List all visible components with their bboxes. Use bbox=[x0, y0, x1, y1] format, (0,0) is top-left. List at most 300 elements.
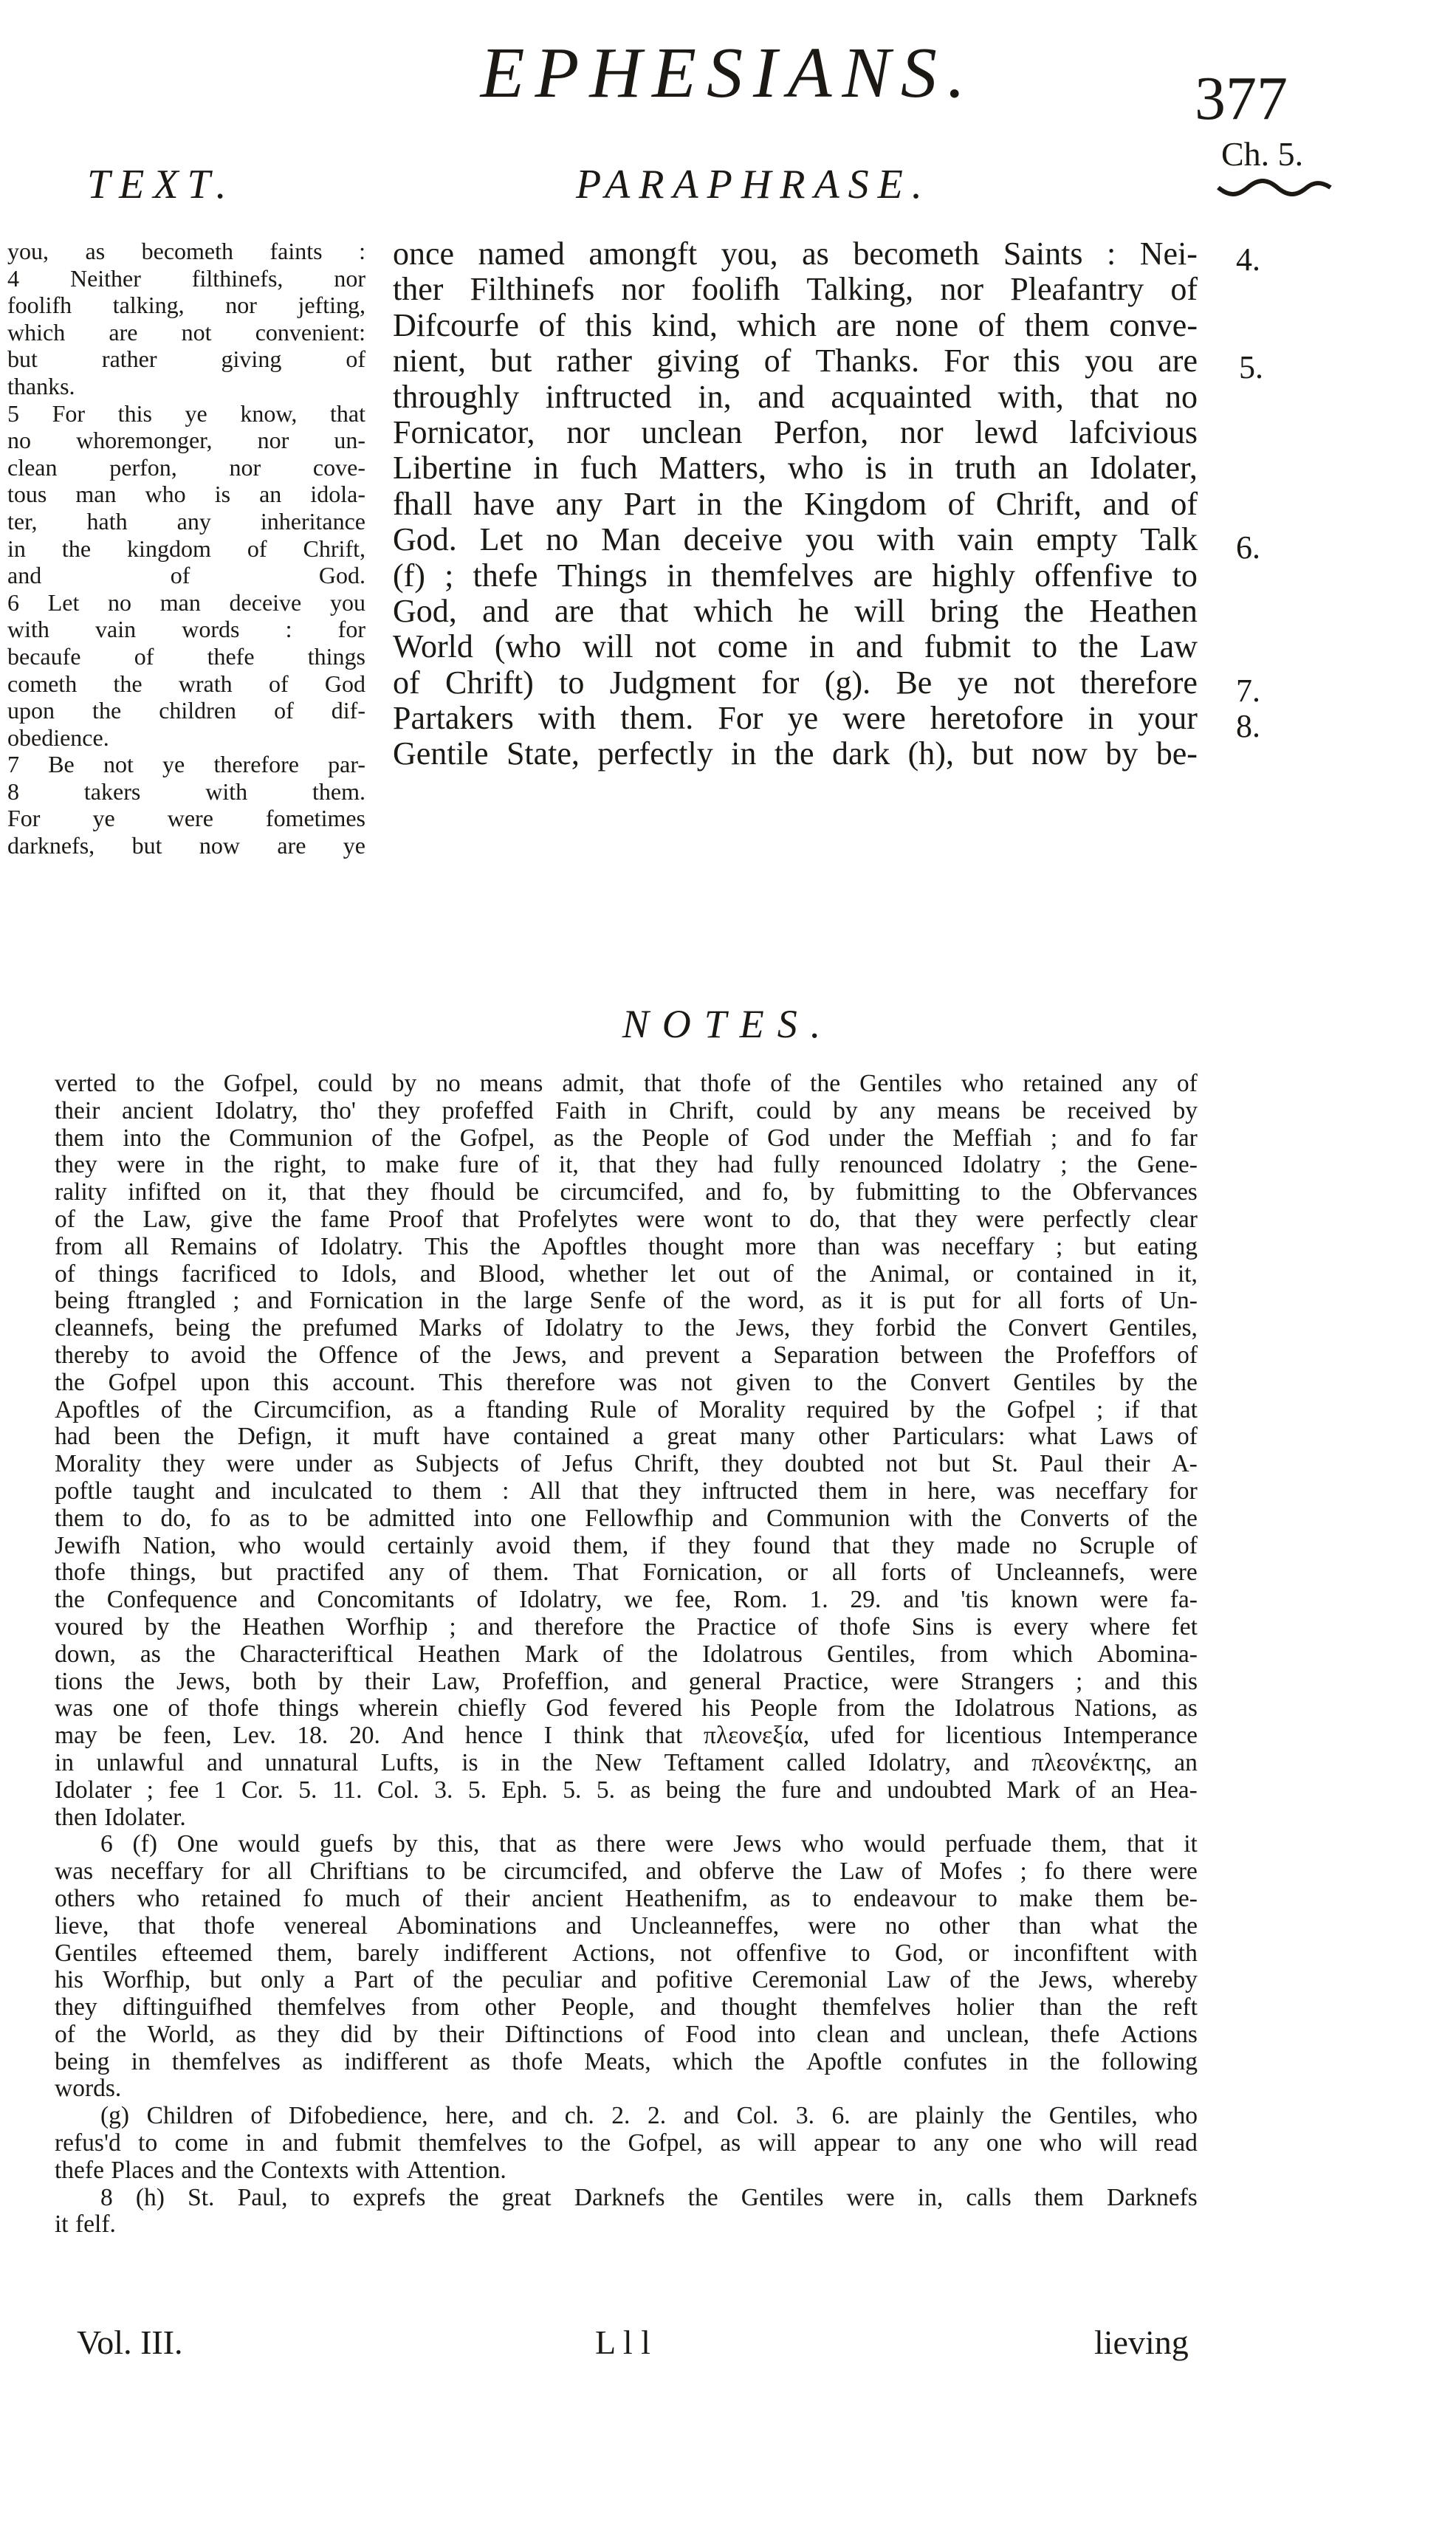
word: wherein bbox=[358, 1694, 439, 1722]
word: them bbox=[55, 1124, 104, 1152]
word: unclean, bbox=[946, 2020, 1030, 2048]
word: nor bbox=[566, 413, 610, 450]
word: but bbox=[972, 735, 1014, 772]
word: poftle bbox=[55, 1477, 113, 1505]
word: and bbox=[181, 2156, 217, 2184]
note-line bbox=[55, 1695, 1198, 1722]
word: avoid bbox=[495, 1531, 551, 1559]
word: unlawful bbox=[96, 1748, 185, 1776]
word: that bbox=[644, 1070, 681, 1097]
word: will bbox=[758, 2129, 797, 2157]
word: thofe bbox=[700, 1070, 752, 1097]
word: God, bbox=[894, 1939, 944, 1967]
word: of bbox=[518, 1151, 540, 1179]
catchword: lieving bbox=[1094, 2323, 1189, 2361]
word: 6 bbox=[7, 588, 19, 616]
word: Un- bbox=[1158, 1287, 1198, 1315]
paraphrase-line bbox=[393, 343, 1198, 379]
text-line bbox=[7, 643, 365, 670]
paraphrase-column bbox=[393, 236, 1198, 772]
word: Gentiles, bbox=[1048, 2102, 1138, 2130]
word: fet bbox=[1171, 1612, 1198, 1641]
word: come bbox=[717, 628, 789, 665]
word: ; bbox=[1075, 1667, 1083, 1695]
word: indifferent bbox=[443, 1939, 548, 1967]
word: to bbox=[135, 1070, 155, 1097]
word: neceffary bbox=[1055, 1477, 1149, 1505]
word: in bbox=[667, 557, 693, 594]
paraphrase-line bbox=[393, 665, 1198, 701]
word: a bbox=[632, 1423, 644, 1451]
word: circumcifed, bbox=[504, 1858, 628, 1886]
word: Particulars: bbox=[892, 1423, 1006, 1451]
word: not bbox=[679, 1939, 712, 1967]
word: into bbox=[473, 1504, 512, 1532]
word: the bbox=[592, 1124, 623, 1152]
word: dark bbox=[832, 735, 890, 772]
word: guefs bbox=[319, 1830, 374, 1858]
word: (h) bbox=[135, 2183, 165, 2211]
text-line bbox=[7, 265, 365, 292]
word: Jews bbox=[733, 1830, 782, 1858]
word: to bbox=[978, 1884, 997, 1912]
word: being bbox=[55, 1287, 110, 1315]
word: their bbox=[1105, 1450, 1150, 1478]
word: People, bbox=[560, 1993, 635, 2021]
word: were bbox=[846, 2183, 895, 2211]
word: is bbox=[975, 1612, 992, 1641]
word: convenient: bbox=[255, 318, 365, 346]
word: the bbox=[1167, 1368, 1198, 1396]
word: were bbox=[842, 700, 906, 737]
word: lieve, bbox=[55, 1911, 109, 1940]
paraphrase-line bbox=[393, 236, 1198, 272]
word: certainly bbox=[387, 1531, 474, 1559]
word: and bbox=[1104, 1667, 1141, 1695]
word: perfon, bbox=[109, 453, 177, 481]
word: Faith bbox=[555, 1096, 607, 1124]
word: upon bbox=[7, 697, 55, 724]
word: now bbox=[1031, 735, 1088, 772]
word: where bbox=[1089, 1612, 1150, 1641]
word: Uncleanneffes, bbox=[630, 1911, 780, 1940]
word: who bbox=[961, 1070, 1004, 1097]
word: Be bbox=[896, 664, 933, 701]
word: Chriftians bbox=[309, 1858, 409, 1886]
note-line bbox=[55, 1423, 1198, 1451]
word: them, bbox=[1051, 1830, 1108, 1858]
word: with bbox=[7, 616, 49, 643]
word: is bbox=[890, 1287, 907, 1315]
word: did bbox=[340, 2020, 373, 2048]
word: no bbox=[546, 521, 579, 558]
word: confutes bbox=[903, 2047, 988, 2075]
word: things bbox=[307, 642, 365, 670]
word: Food bbox=[685, 2020, 737, 2048]
note-line bbox=[55, 2157, 1198, 2185]
word: Saints bbox=[1003, 236, 1083, 272]
word: be bbox=[326, 1504, 350, 1532]
word: the bbox=[55, 1368, 85, 1396]
word: are bbox=[109, 318, 138, 346]
word: or bbox=[972, 1260, 994, 1288]
word: this, bbox=[437, 1830, 480, 1858]
word: lewd bbox=[975, 413, 1038, 450]
word: conve- bbox=[1109, 306, 1198, 343]
word: and bbox=[7, 562, 42, 589]
word: (f) bbox=[132, 1830, 157, 1858]
word: and bbox=[419, 1260, 456, 1288]
word: could bbox=[756, 1096, 811, 1124]
word: to bbox=[1172, 557, 1198, 594]
word: that bbox=[1127, 1830, 1164, 1858]
word: Gofpel, bbox=[459, 1124, 535, 1152]
word: 18. bbox=[297, 1722, 329, 1750]
word: the bbox=[1108, 1993, 1138, 2021]
note-line bbox=[55, 1152, 1198, 1179]
word: every bbox=[1013, 1612, 1069, 1641]
paraphrase-line bbox=[393, 629, 1198, 664]
word: Gentiles bbox=[55, 1939, 137, 1967]
word: Teftament bbox=[664, 1748, 764, 1776]
word: come bbox=[174, 2129, 229, 2157]
word: vain bbox=[95, 616, 137, 643]
word: Idolatry bbox=[962, 1151, 1041, 1179]
word: ; bbox=[1020, 1858, 1027, 1886]
note-line bbox=[55, 2103, 1198, 2130]
word: man bbox=[159, 588, 201, 616]
word: 8 bbox=[100, 2183, 113, 2211]
word: as bbox=[140, 1640, 161, 1668]
word: 5 bbox=[7, 399, 19, 427]
word: darknefs, bbox=[7, 832, 95, 859]
word: Subjects bbox=[415, 1450, 499, 1478]
word: but bbox=[7, 346, 38, 373]
word: acquainted bbox=[831, 378, 972, 415]
word: by bbox=[833, 1096, 858, 1124]
note-line bbox=[55, 1397, 1198, 1424]
word: fubmit bbox=[334, 2129, 402, 2157]
word: Chrift, bbox=[669, 1096, 735, 1124]
word: Ceremonial bbox=[752, 1966, 868, 1994]
word: that bbox=[461, 1205, 499, 1233]
word: Gene- bbox=[1137, 1151, 1198, 1179]
word: fhall bbox=[393, 485, 453, 522]
word: ye bbox=[343, 832, 365, 859]
word: Law, bbox=[142, 1205, 192, 1233]
word: in bbox=[809, 628, 835, 665]
word: known bbox=[1010, 1586, 1079, 1614]
text-line bbox=[7, 562, 365, 589]
word: whether bbox=[568, 1260, 648, 1288]
word: under bbox=[295, 1450, 352, 1478]
word: them bbox=[432, 1477, 482, 1505]
word: they bbox=[915, 1205, 958, 1233]
word: children bbox=[159, 697, 237, 724]
word: tions bbox=[55, 1667, 103, 1695]
word: Hea- bbox=[1149, 1776, 1198, 1804]
text-line bbox=[7, 427, 365, 454]
word: have bbox=[443, 1423, 490, 1451]
note-line bbox=[55, 1559, 1198, 1587]
word: the bbox=[684, 1314, 715, 1342]
text-line bbox=[7, 616, 365, 643]
word: God bbox=[767, 1124, 810, 1152]
word: Jews, bbox=[1039, 1966, 1093, 1994]
word: being bbox=[175, 1314, 230, 1342]
text-line bbox=[7, 535, 365, 563]
text-line bbox=[7, 454, 365, 481]
word: this bbox=[117, 399, 152, 427]
word: deceive bbox=[229, 588, 302, 616]
word: by bbox=[391, 1070, 417, 1097]
verse-number: 8. bbox=[1236, 708, 1260, 744]
word: for bbox=[1168, 1477, 1198, 1505]
word: indifferent bbox=[344, 2047, 448, 2075]
word: fee, bbox=[675, 1586, 712, 1614]
word: in, bbox=[698, 378, 732, 415]
word: empty bbox=[1036, 521, 1118, 558]
word: but bbox=[938, 1450, 970, 1478]
word: the bbox=[816, 1260, 847, 1288]
word: circumcifed, bbox=[560, 1178, 684, 1206]
word: no bbox=[1032, 1531, 1057, 1559]
word: they bbox=[721, 1450, 763, 1478]
note-line bbox=[55, 1913, 1198, 1940]
word: Rule bbox=[589, 1395, 636, 1423]
word: ye bbox=[185, 399, 207, 427]
word: Meats, bbox=[584, 2047, 651, 2075]
word: was bbox=[881, 1232, 921, 1260]
word: a bbox=[323, 1966, 335, 1994]
word: be bbox=[1022, 1096, 1045, 1124]
text-line bbox=[7, 292, 365, 319]
word: of bbox=[797, 1612, 819, 1641]
word: of bbox=[1176, 1070, 1198, 1097]
word: by bbox=[393, 2020, 418, 2048]
word: down, bbox=[55, 1640, 116, 1668]
word: only bbox=[261, 1966, 305, 1994]
word: them bbox=[1034, 2183, 1084, 2211]
word: the bbox=[956, 1314, 987, 1342]
word: be- bbox=[1155, 735, 1198, 772]
word: give bbox=[210, 1205, 253, 1233]
word: ; bbox=[233, 1287, 240, 1315]
word: will bbox=[1099, 2129, 1138, 2157]
word: New bbox=[594, 1748, 642, 1776]
word: one bbox=[530, 1504, 566, 1532]
notes-heading: NOTES. bbox=[622, 1002, 834, 1046]
word: in bbox=[245, 2129, 265, 2157]
word: profeffed bbox=[442, 1096, 534, 1124]
word: the bbox=[1001, 2102, 1032, 2130]
word: infifted bbox=[128, 1178, 201, 1206]
word: Concomitants bbox=[317, 1586, 455, 1614]
word: Gentiles bbox=[741, 2183, 824, 2211]
word: ; bbox=[1055, 1232, 1063, 1260]
word: and bbox=[482, 592, 529, 629]
word: the bbox=[202, 1395, 233, 1423]
word: to bbox=[543, 2129, 563, 2157]
word: calls bbox=[966, 2183, 1012, 2211]
word: and bbox=[600, 1966, 637, 1994]
word: ye bbox=[957, 664, 989, 701]
word: other bbox=[818, 1423, 870, 1451]
word: obedience. bbox=[7, 724, 109, 751]
word: the bbox=[190, 1612, 222, 1641]
word: may bbox=[55, 1722, 97, 1750]
word: great bbox=[501, 2183, 552, 2211]
word: endeavour bbox=[853, 1884, 957, 1912]
word: foolifh bbox=[7, 292, 72, 319]
word: Communion bbox=[229, 1124, 353, 1152]
word: in bbox=[731, 735, 757, 772]
word: Circumcifion, bbox=[253, 1395, 392, 1423]
word: with bbox=[908, 1504, 953, 1532]
word: both bbox=[252, 1667, 297, 1695]
word: Paul bbox=[1039, 1450, 1084, 1478]
word: to bbox=[346, 1151, 366, 1179]
word: themfelves bbox=[418, 2129, 527, 2157]
word: any bbox=[388, 1559, 425, 1587]
word: them, bbox=[277, 1939, 333, 1967]
word: but bbox=[1084, 1232, 1116, 1260]
word: things bbox=[278, 1694, 340, 1722]
note-line bbox=[55, 1206, 1198, 1234]
word: from bbox=[940, 1640, 989, 1668]
word: for bbox=[972, 1287, 1001, 1315]
notes-body bbox=[55, 1071, 1198, 2239]
note-line bbox=[55, 2021, 1198, 2049]
note-line bbox=[55, 1614, 1198, 1641]
word: πλεονεξία, bbox=[704, 1722, 810, 1750]
word: with bbox=[1153, 1939, 1198, 1967]
word: as bbox=[302, 2047, 323, 2075]
word: as bbox=[373, 1450, 394, 1478]
word: was bbox=[996, 1477, 1035, 1505]
word: their bbox=[364, 1667, 411, 1695]
word: to bbox=[644, 1314, 664, 1342]
word: For bbox=[52, 399, 86, 427]
word: with bbox=[538, 700, 597, 737]
word: them bbox=[818, 1477, 868, 1505]
word: of bbox=[1170, 485, 1198, 522]
word: by bbox=[809, 1178, 835, 1206]
text-line bbox=[7, 400, 365, 427]
word: to bbox=[851, 1939, 870, 1967]
word: put bbox=[923, 1287, 955, 1315]
paraphrase-line bbox=[393, 487, 1198, 522]
word: as bbox=[553, 1124, 574, 1152]
word: offenfive bbox=[1034, 557, 1153, 594]
word: the bbox=[224, 2156, 254, 2184]
word: and bbox=[1076, 1124, 1112, 1152]
word: of bbox=[1170, 271, 1198, 308]
word: Separation bbox=[773, 1341, 879, 1369]
text-line bbox=[7, 697, 365, 724]
word: you, bbox=[721, 236, 778, 272]
word: God. bbox=[318, 562, 365, 589]
word: more bbox=[745, 1232, 797, 1260]
word: thanks. bbox=[7, 372, 75, 399]
word: what bbox=[1028, 1423, 1077, 1451]
word: it, bbox=[267, 1178, 288, 1206]
word: of bbox=[55, 1260, 75, 1288]
word: Chrift) bbox=[445, 664, 534, 701]
word: of bbox=[393, 664, 420, 701]
word: fully bbox=[773, 1151, 820, 1179]
word: that bbox=[645, 1722, 683, 1750]
word: : bbox=[502, 1477, 509, 1505]
word: : bbox=[359, 238, 365, 264]
word: that bbox=[832, 1531, 870, 1559]
word: and bbox=[973, 1748, 1009, 1776]
text-line bbox=[7, 724, 365, 752]
word: or bbox=[787, 1559, 808, 1587]
word: and bbox=[683, 2102, 719, 2130]
word: Jews, bbox=[176, 1667, 231, 1695]
word: Converts bbox=[1020, 1504, 1110, 1532]
word: and bbox=[856, 628, 903, 665]
word: 7 bbox=[7, 751, 19, 778]
word: Matters, bbox=[659, 450, 766, 487]
word: an bbox=[1037, 450, 1068, 487]
word: Contexts bbox=[261, 2156, 349, 2184]
word: by bbox=[317, 1667, 343, 1695]
word: Gofpel bbox=[1006, 1395, 1076, 1423]
word: been bbox=[114, 1423, 161, 1451]
word: 5. bbox=[596, 1776, 615, 1804]
word: in bbox=[185, 1151, 205, 1179]
word: into bbox=[123, 1124, 162, 1152]
word: of bbox=[950, 1966, 971, 1994]
word: (h), bbox=[907, 735, 954, 772]
word: rather bbox=[101, 346, 157, 373]
word: is bbox=[214, 481, 231, 508]
word: the bbox=[989, 1966, 1020, 1994]
word: forbid bbox=[875, 1314, 936, 1342]
word: offenfive bbox=[736, 1939, 827, 1967]
word: Talk bbox=[1140, 521, 1198, 558]
word: great bbox=[667, 1423, 717, 1451]
word: their bbox=[464, 1884, 510, 1912]
word: much bbox=[345, 1884, 401, 1912]
word: fure bbox=[781, 1776, 822, 1804]
word: know, bbox=[240, 399, 298, 427]
word: being bbox=[55, 2047, 110, 2075]
word: Part bbox=[354, 1966, 394, 1994]
word: Gentiles bbox=[1013, 1368, 1096, 1396]
word: πλεονέκτης, bbox=[1031, 1748, 1152, 1776]
word: A- bbox=[1171, 1450, 1198, 1478]
word: to bbox=[814, 1368, 834, 1396]
word: and bbox=[281, 2129, 318, 2157]
word: their bbox=[55, 1096, 100, 1124]
word: in bbox=[887, 1477, 907, 1505]
word: called bbox=[786, 1748, 846, 1776]
word: feen, bbox=[162, 1722, 212, 1750]
word: found bbox=[752, 1531, 811, 1559]
word: the bbox=[476, 1287, 507, 1315]
word: things, bbox=[129, 1559, 196, 1587]
word: the bbox=[267, 1341, 298, 1369]
word: be bbox=[515, 1178, 539, 1206]
word: they bbox=[377, 1096, 421, 1124]
word: Rom. bbox=[733, 1586, 788, 1614]
word: the bbox=[1021, 1178, 1052, 1206]
word: Attention. bbox=[406, 2156, 506, 2184]
text-line bbox=[7, 346, 365, 373]
